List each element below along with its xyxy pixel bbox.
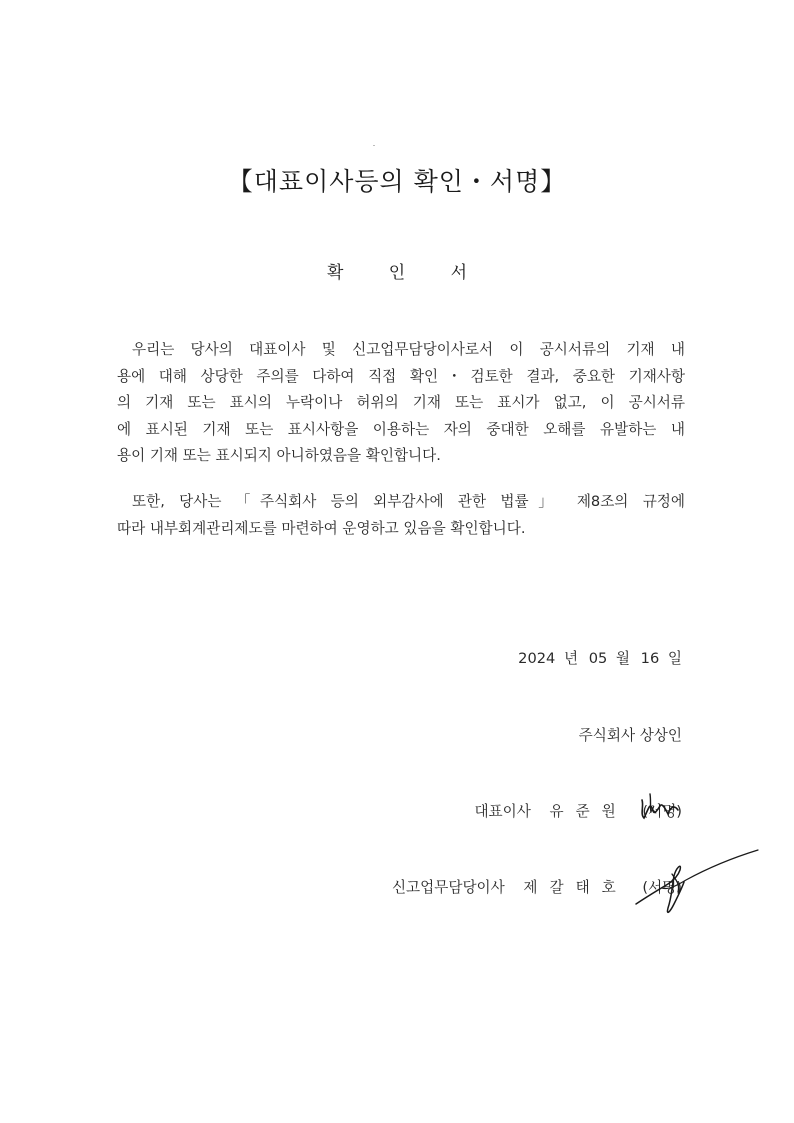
signer-name: 제갈태호 (523, 879, 628, 896)
paragraph-line: 용에 대해 상당한 주의를 다하여 직접 확인・검토한 결과, 중요한 기재사항 (117, 367, 685, 385)
document-subtitle: 확 인 서 (326, 263, 488, 283)
document-date (518, 647, 682, 668)
date-year: 2024 (518, 650, 556, 667)
paragraph-line: 따라 내부회계관리제도를 마련하여 운영하고 있음을 확인합니다. (117, 519, 526, 537)
scan-speck (373, 145, 375, 146)
paragraph-line: 우리는 당사의 대표이사 및 신고업무담당이사로서 이 공시서류의 기재 내 (132, 341, 685, 358)
signer-role: 대표이사 (474, 803, 531, 820)
paragraph-line: 용이 기재 또는 표시되지 아니하였음을 확인합니다. (117, 447, 441, 464)
date-day: 16 (640, 650, 660, 667)
date-month-unit: 월 (615, 650, 631, 667)
sign-label: (서명) (642, 803, 682, 820)
company-name: 주식회사 상상인 (578, 727, 682, 744)
signer-role: 신고업무담당이사 (391, 879, 505, 896)
paragraph-line: 또한, 당사는 「주식회사 등의 외부감사에 관한 법률」 제8조의 규정에 (132, 493, 685, 510)
signature-row-director (392, 876, 682, 897)
internal-control-paragraph (117, 489, 685, 542)
signature-mark (642, 800, 682, 821)
confirmation-paragraph (117, 337, 685, 470)
date-year-unit: 년 (563, 650, 579, 667)
signer-name: 유준원 (549, 803, 628, 820)
paragraph-line: 의 기재 또는 표시의 누락이나 허위의 기재 또는 표시가 없고, 이 공시서류 (117, 394, 685, 411)
signature-row-ceo (474, 800, 682, 821)
paragraph-line: 에 표시된 기재 또는 표시사항을 이용하는 자의 중대한 오해를 유발하는 내 (117, 420, 685, 438)
signature-mark (642, 876, 682, 897)
date-month: 05 (588, 650, 608, 667)
document-title: 【대표이사등의 확인・서명】 (227, 167, 567, 196)
sign-label: (서명) (642, 879, 682, 896)
date-day-unit: 일 (667, 650, 682, 667)
